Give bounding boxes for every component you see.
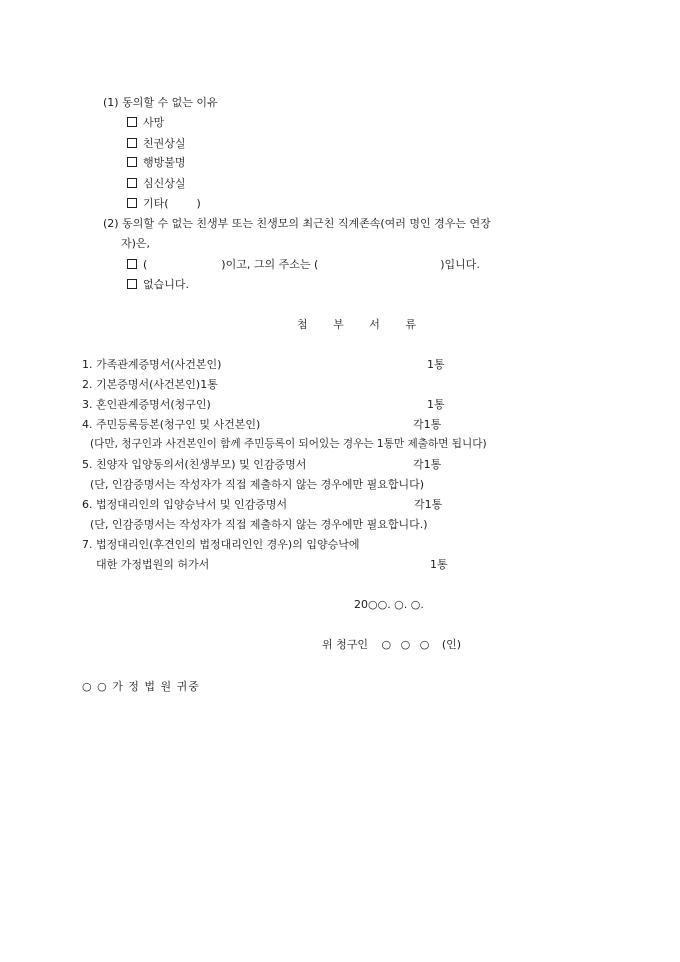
- checkbox[interactable]: [127, 138, 137, 148]
- reason-heading: (1) 동의할 수 없는 이유: [103, 96, 218, 109]
- checkbox[interactable]: [127, 117, 137, 127]
- attachment-item-2: 2. 기본증명서(사건본인)1통: [82, 378, 218, 391]
- option-label: 행방불명: [143, 156, 186, 169]
- attachment-item-7-cont: 대한 가정법원의 허가서: [96, 558, 210, 571]
- ascendant-option-exists[interactable]: [127, 258, 480, 272]
- attachments-title: 첨 부 서 류: [297, 318, 427, 331]
- attachment-note-4: (다만, 청구인과 사건본인이 함께 주민등록이 되어있는 경우는 1통만 제출하면 됩니다): [90, 438, 487, 450]
- option-label: 심신상실: [143, 177, 186, 190]
- reason-option-incapacity[interactable]: [127, 177, 186, 191]
- attachment-qty-5: 각1통: [413, 458, 442, 471]
- reason-option-missing[interactable]: [127, 156, 186, 170]
- checkbox[interactable]: [127, 157, 137, 167]
- attachment-item-6: 6. 법정대리인의 입양승낙서 및 인감증명서: [82, 498, 288, 511]
- reason-option-other[interactable]: [127, 197, 201, 211]
- attachment-item-5: 5. 친양자 입양동의서(친생부모) 및 인감증명서: [82, 458, 307, 471]
- attachment-qty-6: 각1통: [414, 498, 443, 511]
- ascendant-heading: (2) 동의할 수 없는 친생부 또는 친생모의 최근친 직계존속(여러 명인 경우는 연장: [103, 217, 491, 230]
- petitioner-label: 위 청구인: [322, 638, 369, 651]
- option-label: 기타( ): [143, 197, 201, 210]
- checkbox[interactable]: [127, 178, 137, 188]
- open-paren: (: [143, 258, 148, 271]
- attachment-item-1: 1. 가족관계증명서(사건본인): [82, 358, 222, 371]
- option-label: 친권상실: [143, 137, 186, 150]
- attachment-item-4: 4. 주민등록등본(청구인 및 사건본인): [82, 418, 261, 431]
- attachment-note-5: (단, 인감증명서는 작성자가 직접 제출하지 않는 경우에만 필요합니다): [90, 478, 425, 491]
- checkbox[interactable]: [127, 279, 137, 289]
- document-date: 20○○. ○. ○.: [354, 598, 424, 611]
- option-label: 없습니다.: [143, 278, 190, 291]
- checkbox[interactable]: [127, 198, 137, 208]
- address-label: )이고, 그의 주소는 (: [221, 258, 319, 271]
- end-label: )입니다.: [440, 258, 480, 271]
- attachment-note-6: (단, 인감증명서는 작성자가 직접 제출하지 않는 경우에만 필요합니다.): [90, 518, 428, 531]
- court-addressee: ○ ○ 가 정 법 원 귀중: [82, 680, 200, 693]
- attachment-qty-4: 각1통: [413, 418, 442, 431]
- attachment-item-3: 3. 혼인관계증명서(청구인): [82, 398, 211, 411]
- reason-option-death[interactable]: [127, 116, 164, 130]
- option-label: 사망: [143, 116, 165, 129]
- seal-mark: (인): [441, 638, 462, 651]
- signature-line: [322, 638, 461, 652]
- attachment-qty-1: 1통: [427, 358, 445, 371]
- attachment-item-7: 7. 법정대리인(후견인의 법정대리인인 경우)의 입양승낙에: [82, 538, 360, 551]
- ascendant-option-none[interactable]: [127, 278, 189, 292]
- petitioner-name: ○ ○ ○: [381, 638, 433, 651]
- attachment-qty-3: 1통: [427, 398, 445, 411]
- attachment-qty-7: 1통: [430, 558, 448, 571]
- checkbox[interactable]: [127, 259, 137, 269]
- ascendant-heading-cont: 자)은,: [121, 237, 151, 250]
- reason-option-loss-of-parental-rights[interactable]: [127, 137, 186, 151]
